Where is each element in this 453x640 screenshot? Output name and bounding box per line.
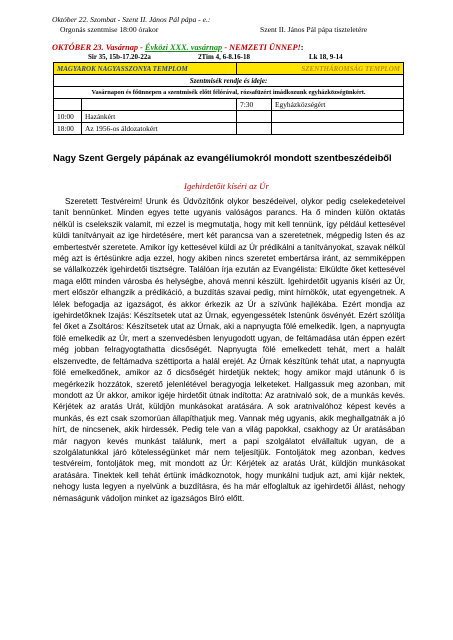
row-intention: Az 1956-os áldozatokért [82,123,237,135]
table-row [54,99,404,111]
schedule-header-row [54,63,404,75]
sep1: - [138,43,145,52]
sep2: - [222,43,230,52]
article-paragraph: Szeretett Testvéreim! Urunk és Üdvözítőnk olykor beszédeivel, olykor pedig cselekedeteivel tanít bennünket. Minden egyes tette ugyanis valóságos parancs. Ha ő minden külön oktatás nélkül is cselekszik valamit, mi ezzel is megmutatja, hogy mit kell tennünk, így például kettesével küldi tanítványait az ige hirdetésére, mert két parancsa van a szeretetnek, mégpedig Isten és az embertestvér szeretete. Amikor így kettesével küldi az Úr prédikálni a tanítványokat, szavak nélkül még azt is értésünkre adja ezzel, hogy akiben nincs szeretet embertársa iránt, az semmiképpen se vállalkozzék igehirdetői tisztségre. Találóan írja ezután az Evangélista: Elküldte őket kettesével maga előtt minden városba és helységbe, ahová menni készült. Igehirdetőit ugyanis kíséri az Úr, mert először elhangzik a prédikáció, a buzdítás szavai pedig, mint hírnökök, utat egyengetnek. A lélek befogadja az igazságot, és akkor érkezik az Úr a szívünk hajlékába. Ezért mondja az igehirdetőknek Izajás: Készítsetek utat az Úrnak, egyengessétek Istenünk ösvényét. Ezért szólítja fel őket a Zsoltáros: Készítsetek utat az Úrnak, aki a napnyugta fölé emelkedik. Igen, a napnyugta fölé emelkedik az Úr, mert a szenvedésben lenyugodott ugyan, de feltámadása után éppen ezért még jobban felragyogtathatta dicsőségét. Napnyugta fölé emelkedett tehát, mert a halált elszenvedte, de feltámadva széttiporta a halál erejét. Az Úrnak készítünk tehát utat, a napnyugta fölé emelkedőnek, amikor az ő dicsőségét hirdetjük nektek; hogy amikor majd utánunk ő is megérkezik hozzátok, szerető jelenlétével beragyogja lelketeket. Hallgassuk meg azonban, mit mondott az Úr akkor, amikor igéje hirdetőit útnak indította: Az aratnivaló sok, de a munkás kevés. Kérjétek az aratás Urát, küldjön munkásokat aratására. A sok aratnivalóhoz képest kevés a munkás, és ezt csak szomorúan állapíthatjuk meg. Vannak még ugyanis, akik meghallgatnák a jó hírt, de nincsenek, akik hirdessék. Pedig tele van a világ papokkal, csakhogy az Úr aratásában már nagyon kevés munkást találunk, mert a papi szolgálatot elvállaltuk ugyan, de a szolgálatunkkal járó kötelességünket már nem teljesítjük. Fontoljátok meg azonban, kedves testvéreim, fontoljátok meg, mit mondott az Úr: Kérjétek az aratás Urát, küldjön munkásokat aratására. Tinektek kell tehát értünk imádkoznotok, hogy munkálni tudjuk azt, ami kijár nektek, nehogy lusta legyen a nyelvünk a buzdításra, és ha már elfoglaltuk az igehirdetői állást, nehogy némaságunk vádoljon minket az igazságos Bíró előtt. [53,197,405,503]
schedule-note: Vasárnapon és főünnepen a szentmisék előtt félórával, rózsafüzért imádkozunk egyházközségünkért. [54,87,404,99]
article-title: Nagy Szent Gergely pápának az evangéliumokról mondott szentbeszédeiből [53,152,392,163]
article-subtitle: Igehirdetőit kíséri az Úr [184,181,269,191]
church-right-name: SZENTHÁROMSÁG TEMPLOM [237,63,404,75]
mass-info-right: Szent II. János Pál pápa tiszteletére [260,25,368,34]
table-row [54,111,404,123]
schedule-title: Szentmisék rendje és ideje: [54,75,404,87]
church-left-name: MAGYAROK NAGYASSZONYA TEMPLOM [54,63,237,75]
row-time: 18:00 [54,123,82,135]
mass-info-left: Orgonás szentmise 18:00 órakor [60,25,159,34]
row-intention: Hazánkért [82,111,237,123]
row-intention-right [272,111,404,123]
row-intention-right: Egyházközségért [272,99,404,111]
table-row [54,123,404,135]
row-time-right [237,123,272,135]
colon: : [300,43,304,52]
reading-3: Lk 18, 9-14 [309,53,343,61]
mass-schedule-table [53,62,404,135]
oct23-date: OKTÓBER 23. Vasárnap [52,43,138,52]
date-line-oct23 [52,43,304,52]
article-body [53,196,405,504]
row-time [54,99,82,111]
reading-2: 2Tim 4, 6-8.16-18 [198,53,250,61]
row-time-right [237,111,272,123]
oct23-sunday: Évközi XXX. vasárnap [144,43,223,52]
row-intention-right [272,123,404,135]
row-time-right: 7:30 [237,99,272,111]
oct23-holiday: NEMZETI ÜNNEP! [229,43,301,52]
row-intention [82,99,237,111]
row-time: 10:00 [54,111,82,123]
reading-1: Sir 35, 15b-17.20-22a [88,53,151,61]
date-line-oct22: Október 22. Szombat - Szent II. János Pál pápa - e.: [52,15,211,24]
